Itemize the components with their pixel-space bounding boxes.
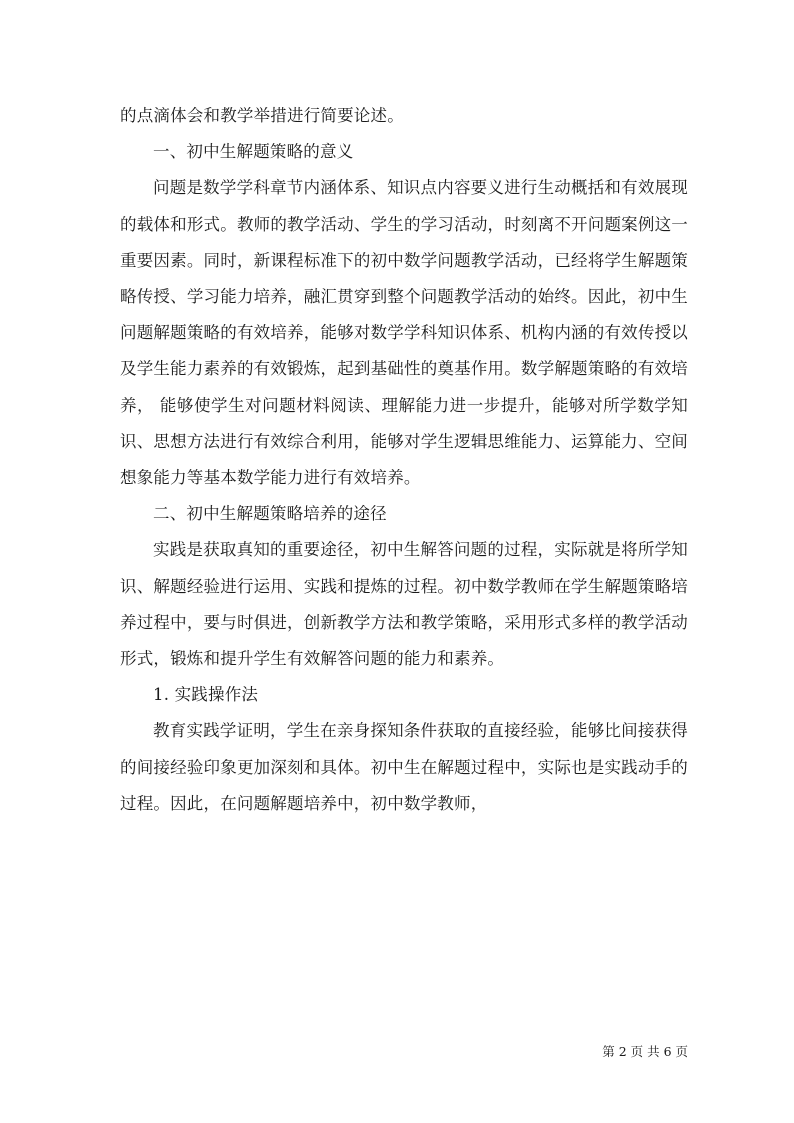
paragraph-significance: 问题是数学学科章节内涵体系、知识点内容要义进行生动概括和有效展现的载体和形式。教师的教学活动、学生的学习活动，时刻离不开问题案例这一重要因素。同时，新课程标准下的初中数学问题教学活动，已经将学生解题策略传授、学习能力培养，融汇贯穿到整个问题教学活动的始终。因此，初中生问题解题策略的有效培养，能够对数学学科知识体系、机构内涵的有效传授以及学生能力素养的有效锻炼，起到基础性的奠基作用。数学解题策略的有效培养， 能够使学生对问题材料阅读、理解能力进一步提升，能够对所学数学知识、思想方法进行有效综合利用，能够对学生逻辑思维能力、运算能力、空间想象能力等基本数学能力进行有效培养。 xyxy=(120,178,688,488)
section-heading-2: 二、初中生解题策略培养的途径 xyxy=(153,504,387,524)
section-heading-1: 一、初中生解题策略的意义 xyxy=(153,142,354,162)
paragraph-practice: 教育实践学证明，学生在亲身探知条件获取的直接经验，能够比间接获得的间接经验印象更加深刻和具体。初中生在解题过程中，实际也是实践动手的过程。因此，在问题解题培养中，初中数学教师， xyxy=(120,721,688,813)
paragraph-intro-tail: 的点滴体会和教学举措进行简要论述。 xyxy=(120,106,404,125)
page-number-footer: 第 2 页 共 6 页 xyxy=(602,1044,688,1059)
paragraph-approaches: 实践是获取真知的重要途径，初中生解答问题的过程，实际就是将所学知识、解题经验进行运用、实践和提炼的过程。初中数学教师在学生解题策略培养过程中，要与时俱进，创新教学方法和教学策略，采用形式多样的教学活动形式，锻炼和提升学生有效解答问题的能力和素养。 xyxy=(120,540,688,669)
subsection-heading-practice: 1. 实践操作法 xyxy=(153,685,259,705)
document-body xyxy=(120,98,688,822)
